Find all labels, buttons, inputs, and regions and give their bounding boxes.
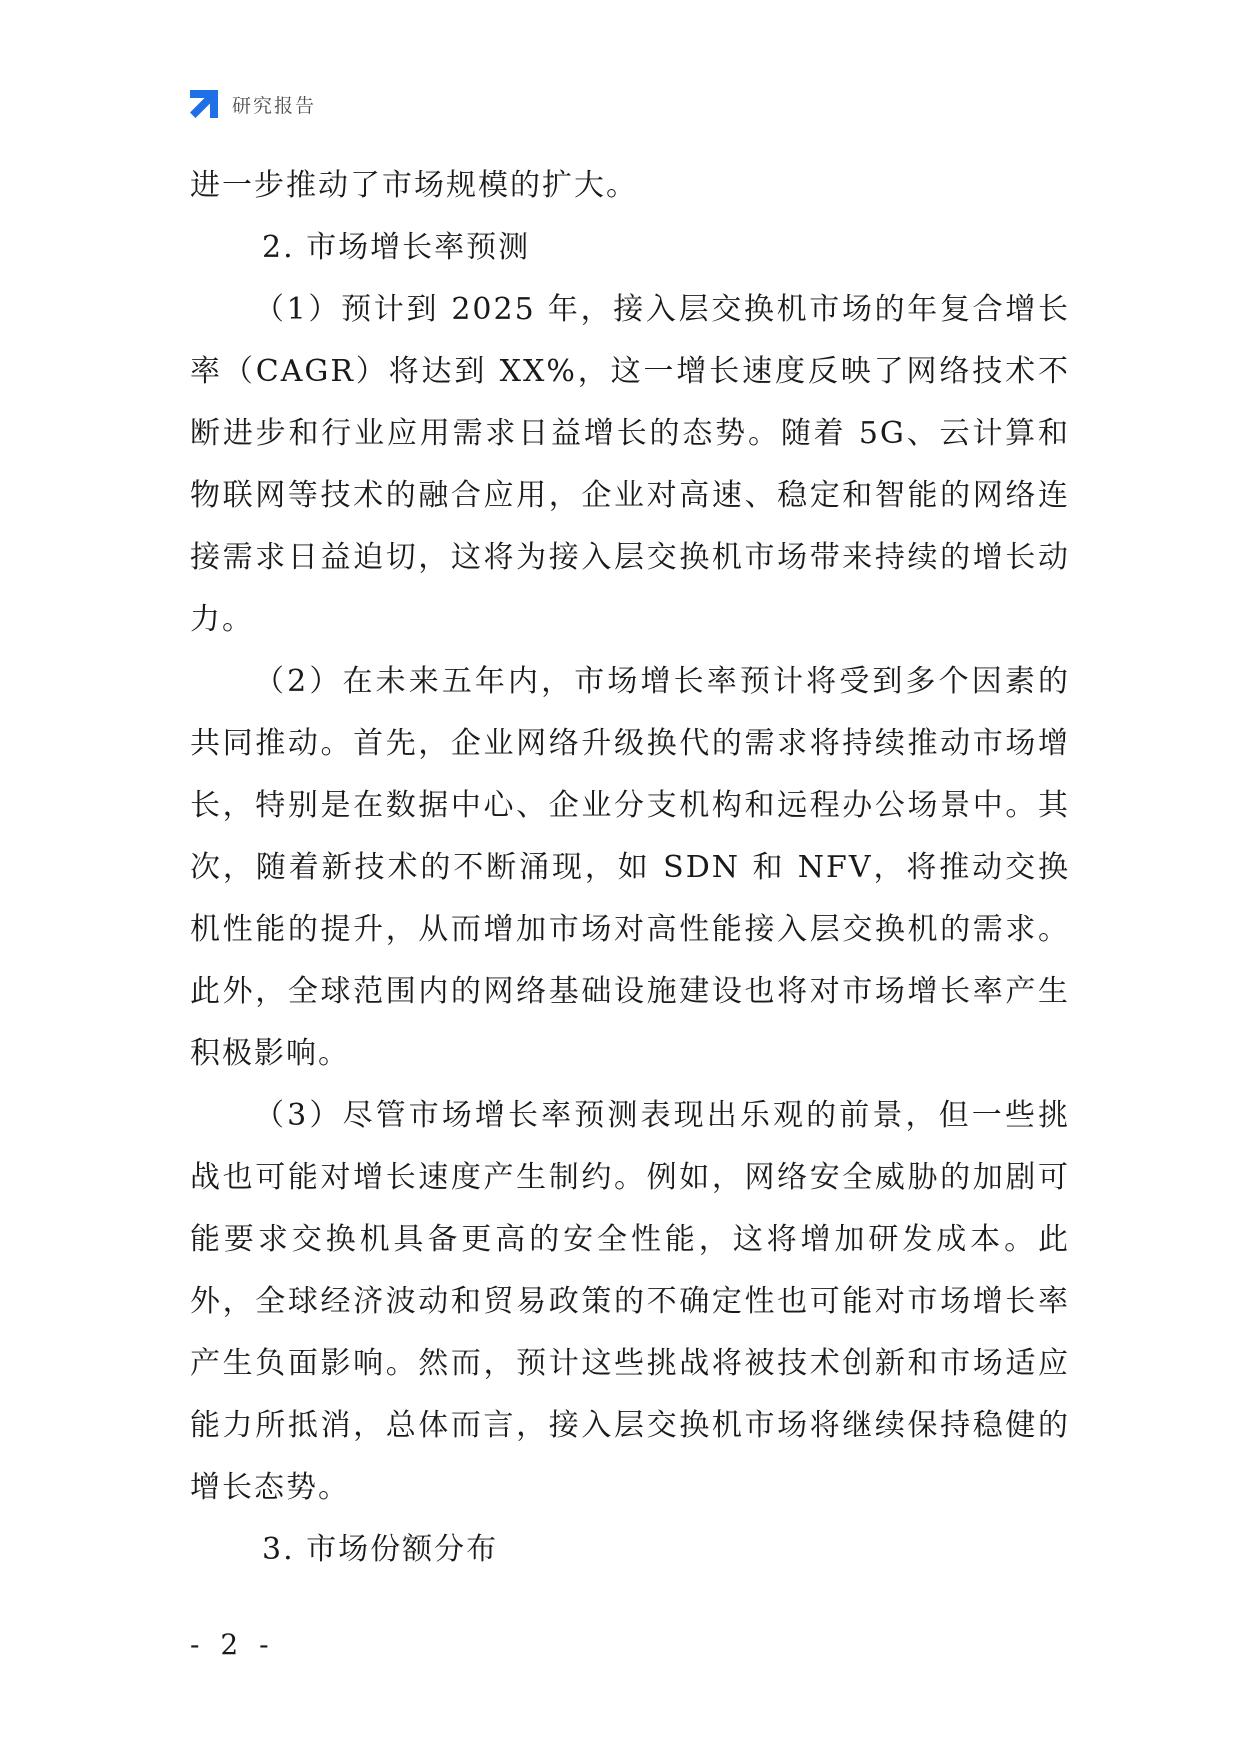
section-heading-market-share: 3. 市场份额分布 (262, 1532, 499, 1567)
report-header (188, 88, 316, 120)
document-body (190, 155, 1070, 1581)
page-number: - 2 - (190, 1628, 275, 1661)
continuation-paragraph: 进一步推动了市场规模的扩大。 (190, 168, 638, 203)
paragraph-3: （3）尽管市场增长率预测表现出乐观的前景，但一些挑战也可能对增长速度产生制约。例如，网络安全威胁的加剧可能要求交换机具备更高的安全性能，这将增加研发成本。此外，全球经济波动和贸易政策的不确定性也可能对市场增长率产生负面影响。然而，预计这些挑战将被技术创新和市场适应能力所抵消，总体而言，接入层交换机市场将继续保持稳健的增长态势。 (190, 1098, 1070, 1505)
arrow-up-right-icon (188, 88, 220, 120)
section-heading-growth-forecast: 2. 市场增长率预测 (262, 230, 531, 265)
header-title: 研究报告 (232, 94, 317, 117)
paragraph-1: （1）预计到 2025 年，接入层交换机市场的年复合增长率（CAGR）将达到 XX%，这一增长速度反映了网络技术不断进步和行业应用需求日益增长的态势。随着 5G、云计算和物联网等技术的融合应用，企业对高速、稳定和智能的网络连接需求日益迫切，这将为接入层交换机市场带来持续的增长动力。 (190, 292, 1070, 637)
paragraph-2: （2）在未来五年内，市场增长率预计将受到多个因素的共同推动。首先，企业网络升级换代的需求将持续推动市场增长，特别是在数据中心、企业分支机构和远程办公场景中。其次，随着新技术的不断涌现，如 SDN 和 NFV，将推动交换机性能的提升，从而增加市场对高性能接入层交换机的需求。此外，全球范围内的网络基础设施建设也将对市场增长率产生积极影响。 (190, 664, 1070, 1071)
